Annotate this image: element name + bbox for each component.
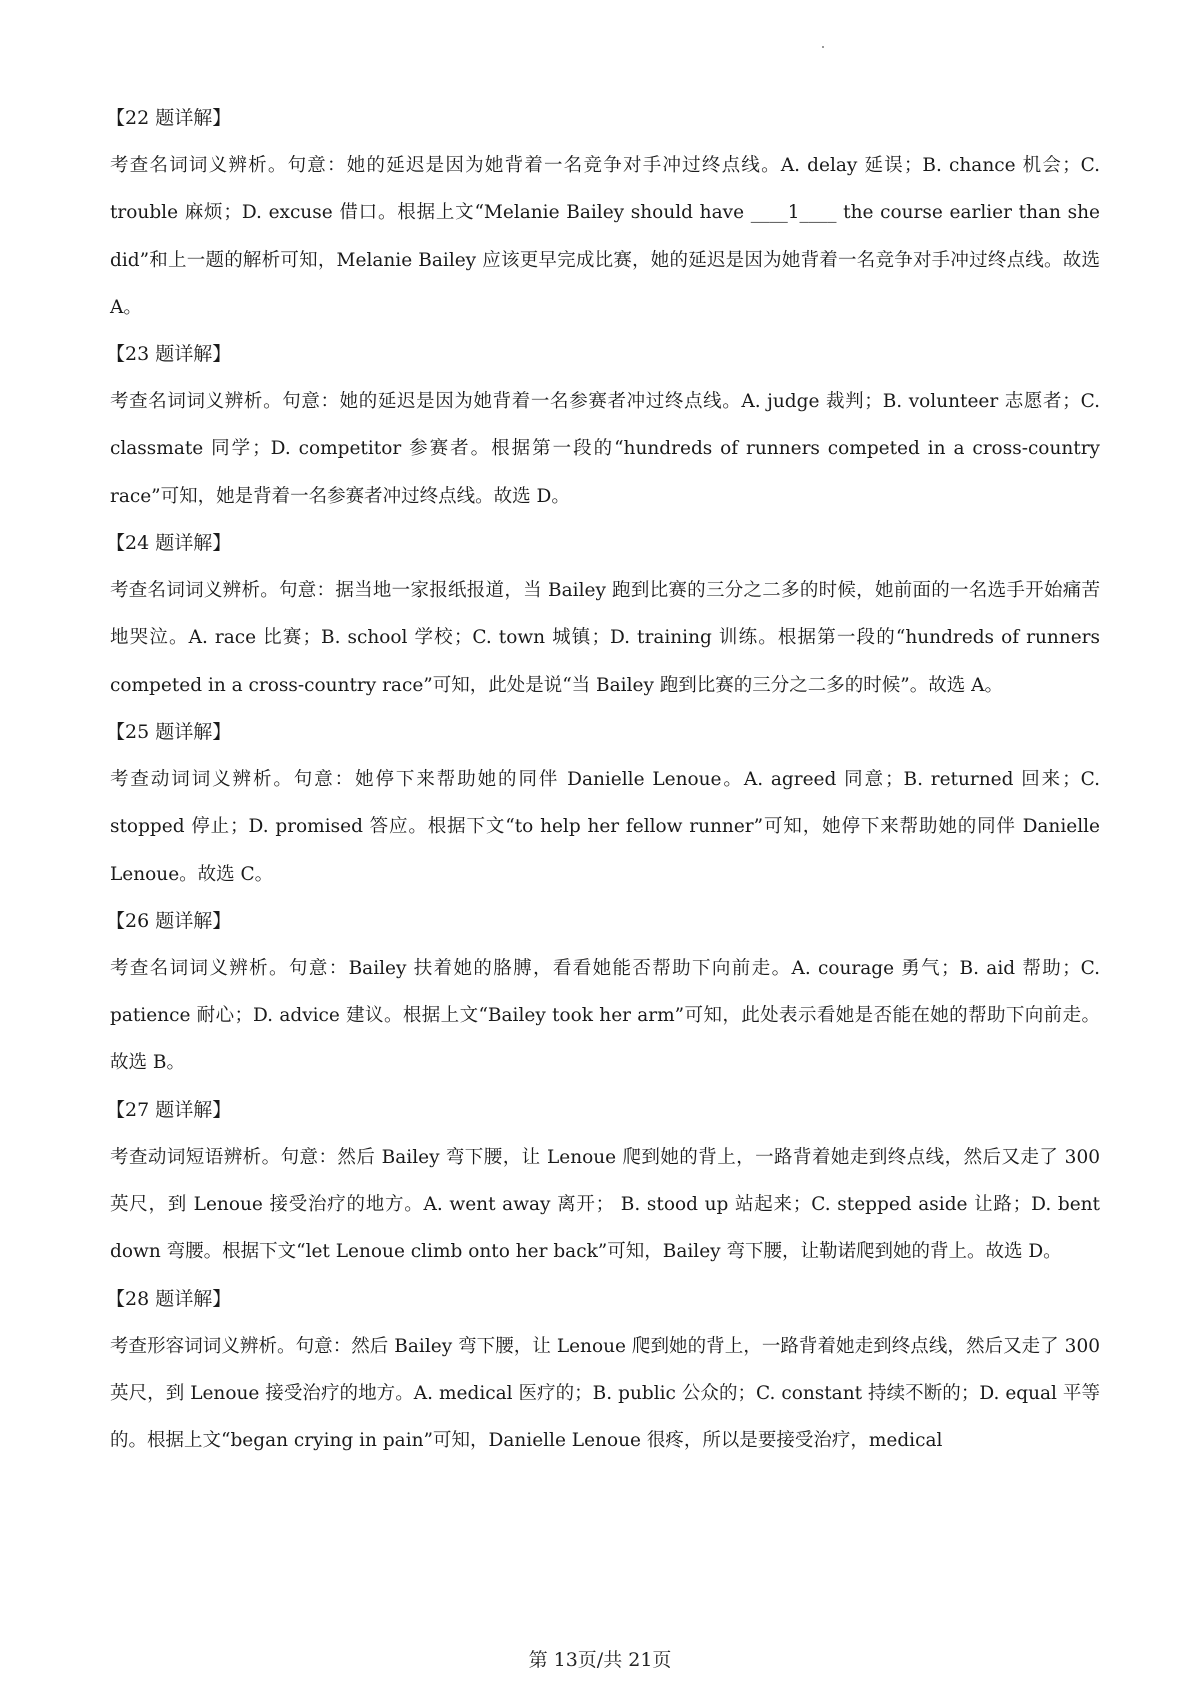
section-heading: 【28 题详解】 [106, 1287, 232, 1310]
section-heading: 【24 题详解】 [106, 532, 232, 555]
section-body: 考查动词词义辨析。句意：她停下来帮助她的同伴 Danielle Lenoue。A. agreed 同意；B. returned 回来；C. stopped 停止；D. promised 答应。根据下文“to help her fellow runner”可知，她停下来帮助她的同伴 Danielle Lenoue。故选 C。 [110, 768, 1100, 885]
section-28 [106, 1276, 1100, 1465]
section-24 [106, 520, 1100, 709]
section-body: 考查名词词义辨析。句意：她的延迟是因为她背着一名竞争对手冲过终点线。A. delay 延误；B. chance 机会；C. trouble 麻烦；D. excuse 借口。根据上文“Melanie Bailey should have ____1____ the course earlier than she did”和上一题的解析可知，Melanie Bailey 应该更早完成比赛，她的延迟是因为她背着一名竞争对手冲过终点线。故选 A。 [110, 155, 1100, 318]
section-body: 考查名词词义辨析。句意：她的延迟是因为她背着一名参赛者冲过终点线。A. judge 裁判；B. volunteer 志愿者；C. classmate 同学；D. competitor 参赛者。根据第一段的“hundreds of runners competed in a cross-country race”可知，她是背着一名参赛者冲过终点线。故选 D。 [110, 391, 1100, 507]
section-body: 考查形容词词义辨析。句意：然后 Bailey 弯下腰，让 Lenoue 爬到她的背上，一路背着她走到终点线，然后又走了 300 英尺，到 Lenoue 接受治疗的地方。A. medical 医疗的；B. public 公众的；C. constant 持续不断的；D. equal 平等的。根据上文“began crying in pain”可知，Danielle Lenoue 很疼，所以是要接受治疗，medical [110, 1335, 1100, 1452]
section-heading: 【23 题详解】 [106, 343, 232, 366]
page-content [106, 95, 1100, 1465]
scan-speck [822, 46, 824, 48]
section-27 [106, 1087, 1100, 1276]
section-25 [106, 709, 1100, 898]
section-body: 考查动词短语辨析。句意：然后 Bailey 弯下腰，让 Lenoue 爬到她的背上，一路背着她走到终点线，然后又走了 300 英尺，到 Lenoue 接受治疗的地方。A. went away 离开； B. stood up 站起来；C. stepped aside 让路；D. bent down 弯腰。根据下文“let Lenoue climb onto her back”可知，Bailey 弯下腰，让勒诺爬到她的背上。故选 D。 [110, 1146, 1100, 1263]
section-body: 考查名词词义辨析。句意：Bailey 扶着她的胳膊，看看她能否帮助下向前走。A. courage 勇气；B. aid 帮助；C. patience 耐心；D. advice 建议。根据上文“Bailey took her arm”可知，此处表示看她是否能在她的帮助下向前走。故选 B。 [110, 957, 1100, 1074]
section-23 [106, 331, 1100, 520]
section-heading: 【27 题详解】 [106, 1098, 232, 1121]
section-body: 考查名词词义辨析。句意：据当地一家报纸报道，当 Bailey 跑到比赛的三分之二多的时候，她前面的一名选手开始痛苦地哭泣。A. race 比赛；B. school 学校；C. town 城镇；D. training 训练。根据第一段的“hundreds of runners competed in a cross-country race”可知，此处是说“当 Bailey 跑到比赛的三分之二多的时候”。故选 A。 [110, 580, 1100, 696]
section-26 [106, 898, 1100, 1087]
page-footer: 第 13页/共 21页 [528, 1649, 672, 1671]
section-heading: 【25 题详解】 [106, 720, 232, 743]
section-heading: 【26 题详解】 [106, 909, 232, 932]
section-heading: 【22 题详解】 [106, 107, 232, 129]
section-22 [106, 95, 1100, 331]
